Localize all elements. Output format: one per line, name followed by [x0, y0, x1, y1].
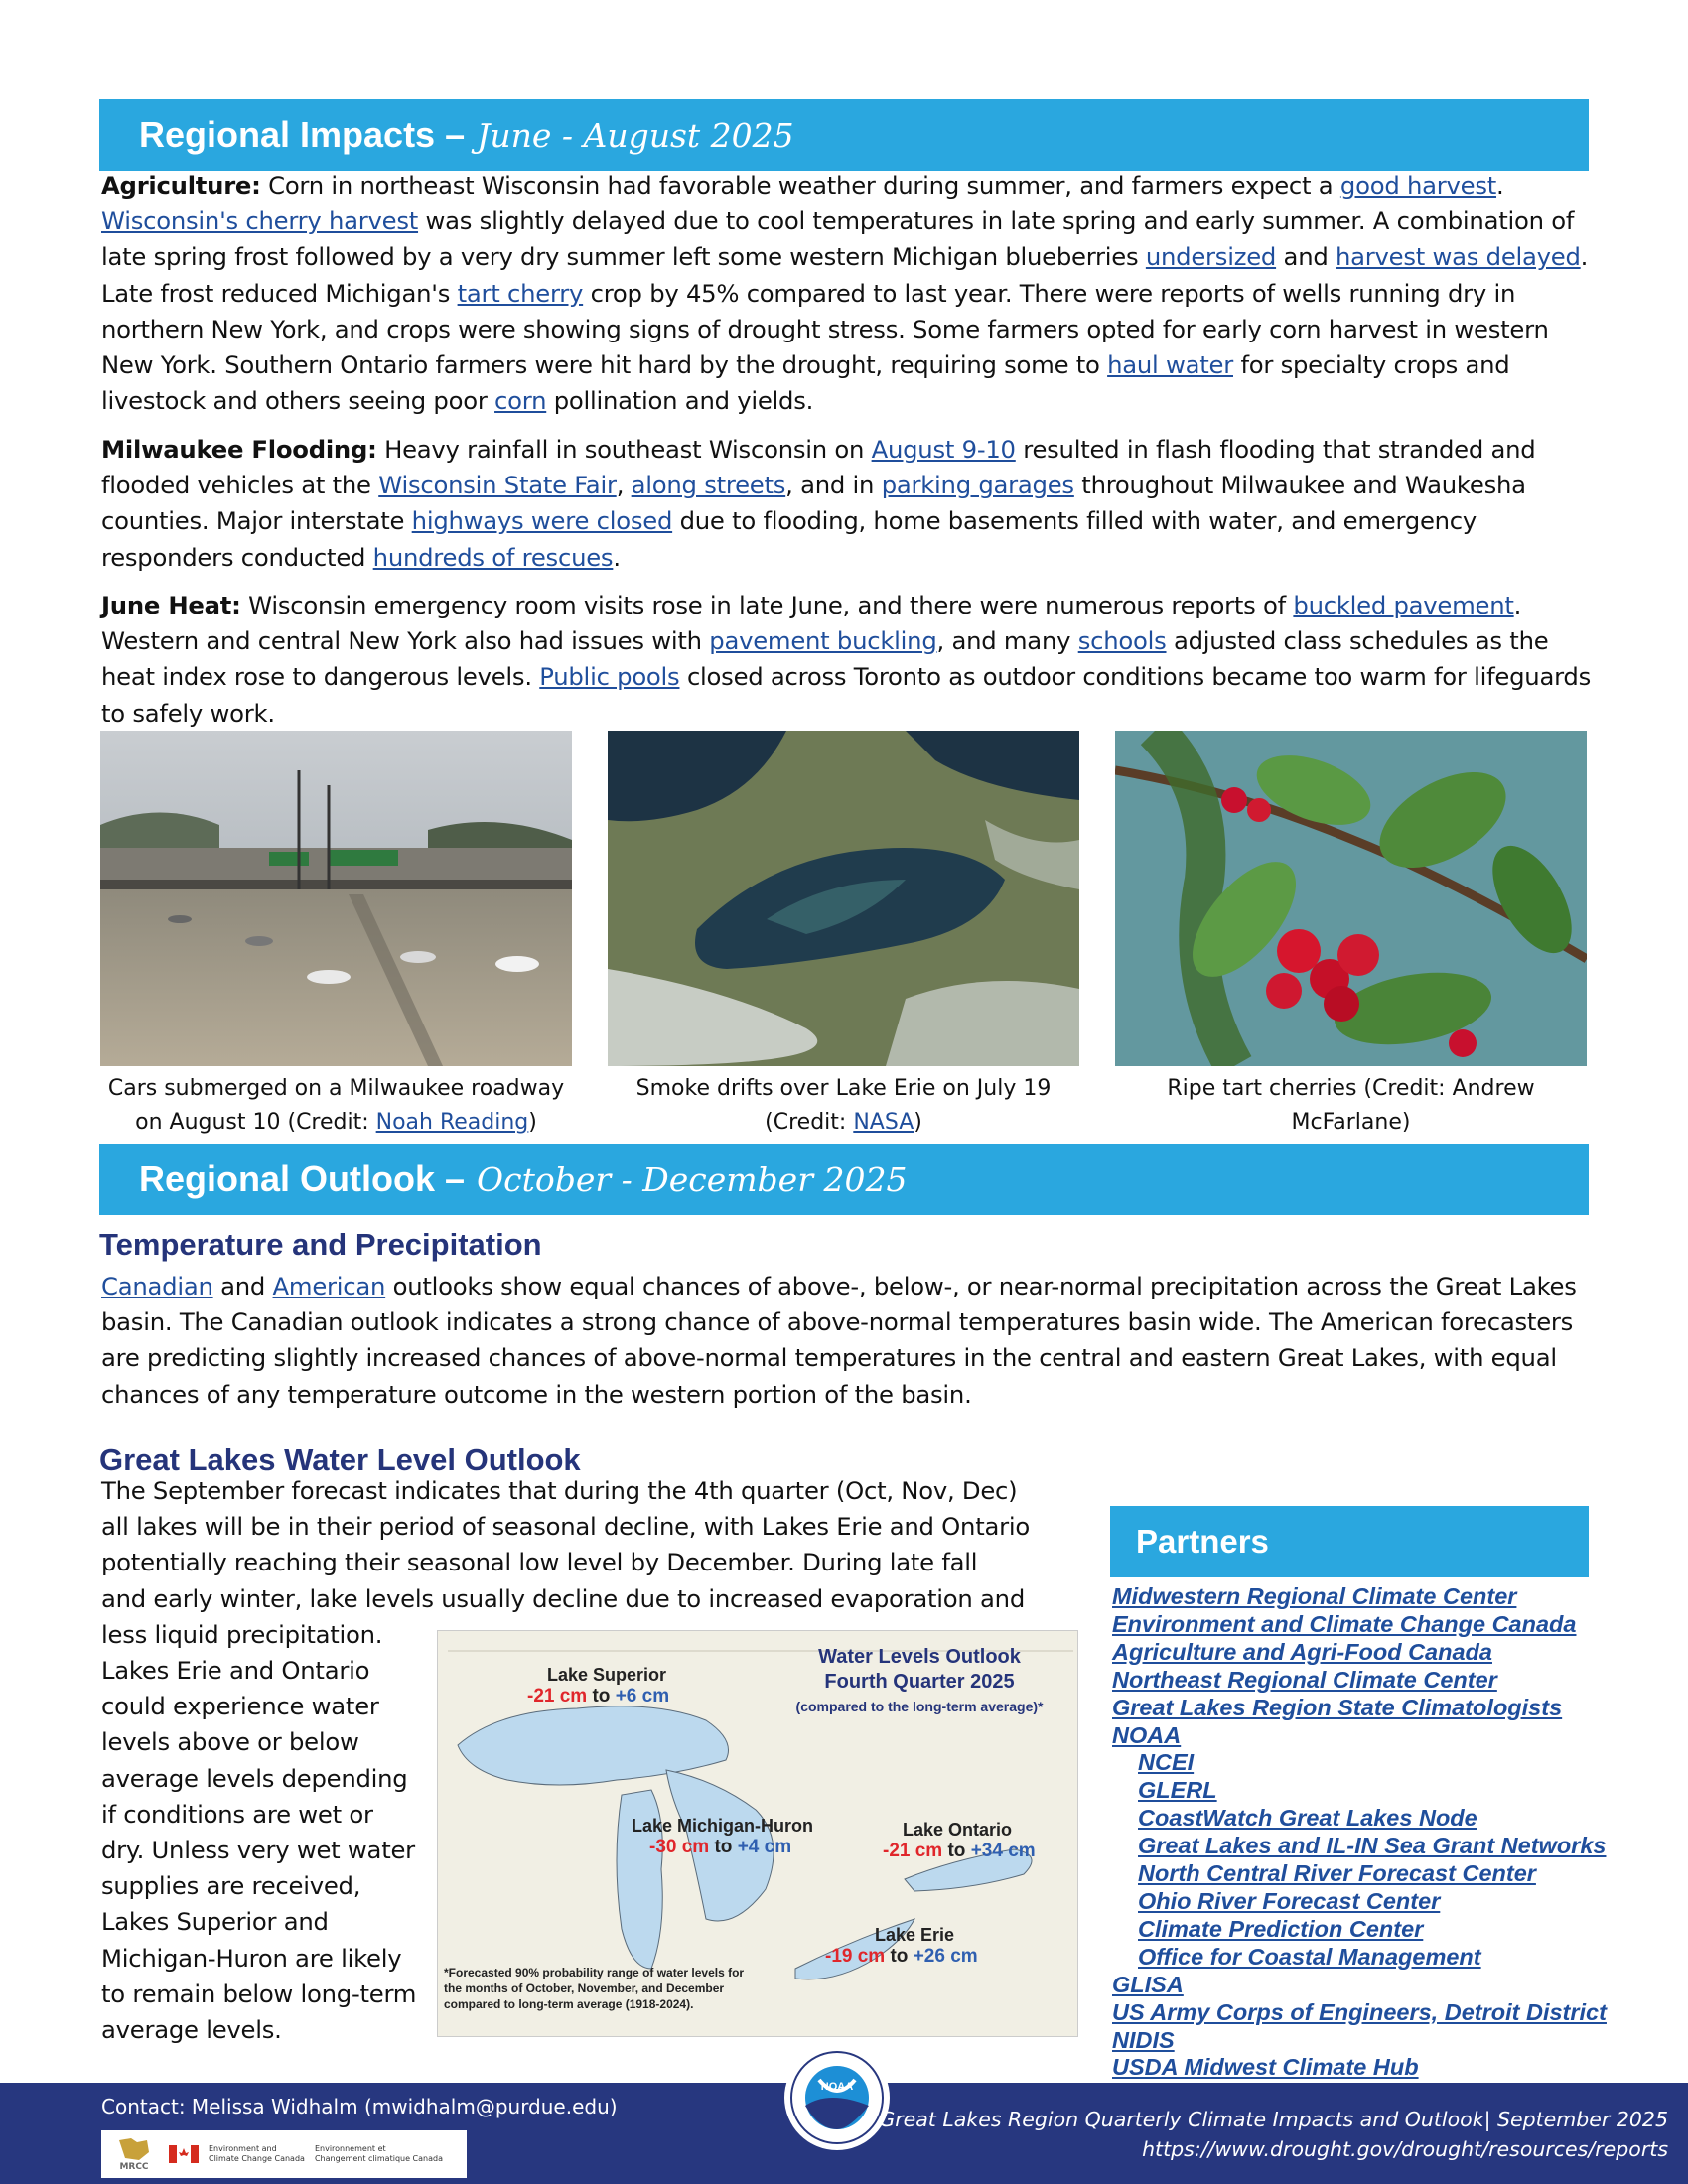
caption-text: Smoke drifts over Lake Erie on July 19 (Credit: — [635, 1076, 1052, 1135]
lake-michigan-huron-low: -30 cm — [649, 1837, 710, 1857]
partner-link[interactable]: Northeast Regional Climate Center — [1112, 1666, 1497, 1693]
text-line: and early winter, lake levels usually decline due to increased evaporation and — [101, 1583, 1025, 1613]
text: Wisconsin emergency room visits rose in late June, and there were numerous reports of — [240, 591, 1294, 619]
caption-text: Cars submerged on a Milwaukee roadway on August 10 (Credit: — [107, 1076, 565, 1135]
temp-precip-paragraph — [101, 1269, 1591, 1413]
partner-link[interactable]: US Army Corps of Engineers, Detroit District — [1112, 1998, 1607, 2025]
impacts-banner-title: Regional Impacts — [139, 114, 436, 155]
link-august-9-10[interactable]: August 9-10 — [871, 435, 1016, 464]
lake-ontario-high: +34 cm — [970, 1841, 1036, 1861]
text: , and many — [936, 626, 1078, 656]
flooded-roadway-photo — [100, 731, 572, 1066]
mrcc-logo-text: MRCC — [119, 2162, 149, 2172]
partner-logos — [101, 2130, 467, 2178]
link-schools[interactable]: schools — [1077, 626, 1167, 656]
text-line: Michigan-Huron are likely — [101, 1943, 402, 1973]
text: and — [212, 1272, 273, 1300]
text: outlooks show equal chances of above-, below-, or near-normal precipitation across the Great Lakes basin. The Canadian outlook indicates a strong chance of above-normal temperatures basin wide. The American forecasters are predicting slightly increased chances of above-normal temperatures in the central and eastern Great Lakes, with equal chances of any temperature outcome in the western portion of the basin. — [101, 1272, 1577, 1409]
map-title-3: (compared to the long-term average)* — [795, 1699, 1044, 1714]
text-line: dry. Unless very wet water — [101, 1836, 415, 1865]
text-line: average levels depending — [101, 1763, 408, 1793]
text: . Late frost reduced Michigan's — [101, 242, 1589, 308]
link-hundreds-of-rescues[interactable]: hundreds of rescues — [372, 542, 614, 572]
link-noah-reading[interactable]: Noah Reading — [375, 1110, 529, 1135]
lake-erie-high: +26 cm — [913, 1946, 978, 1967]
impacts-banner-dates: June - August 2025 — [477, 115, 794, 155]
caption-cherries — [1115, 1072, 1587, 1140]
text-line: Lakes Erie and Ontario — [101, 1656, 370, 1686]
impacts-banner-dash: – — [445, 114, 466, 155]
text: . — [613, 542, 621, 572]
milwaukee-label: Milwaukee Flooding: — [101, 435, 377, 464]
link-cherry-harvest[interactable]: Wisconsin's cherry harvest — [101, 206, 419, 236]
text-line: supplies are received, — [101, 1871, 361, 1901]
lake-superior-label — [527, 1665, 669, 1707]
text: . Western and central New York also had issues with — [101, 591, 1522, 656]
lake-michigan-huron-high: +4 cm — [737, 1837, 792, 1857]
footer-title-block — [879, 2105, 1668, 2164]
text: throughout Milwaukee and Waukesha counties. Major interstate — [101, 471, 1526, 536]
lake-erie-satellite-photo — [608, 731, 1079, 1066]
lake-ontario-to: to — [947, 1841, 966, 1861]
tart-cherries-photo — [1115, 731, 1587, 1066]
map-title-2: Fourth Quarter 2025 — [824, 1671, 1015, 1693]
text-line: The September forecast indicates that during the 4th quarter (Oct, Nov, Dec) — [101, 1476, 1018, 1505]
text: crop by 45% compared to last year. There were reports of wells running dry in northern New York, and crops were showing signs of drought stress. Some farmers opted for early corn harvest in western New York. Southern Ontario farmers were hit hard by the drought, requiring some to — [101, 278, 1549, 380]
link-haul-water[interactable]: haul water — [1107, 350, 1233, 380]
footer-title: Great Lakes Region Quarterly Climate Impacts and Outlook| September 2025 — [879, 2108, 1668, 2131]
temp-precip-heading: Temperature and Precipitation — [99, 1227, 542, 1262]
lake-erie-name: Lake Erie — [875, 1925, 955, 1945]
impacts-banner — [99, 99, 1589, 171]
link-parking-garages[interactable]: parking garages — [881, 471, 1074, 500]
link-undersized[interactable]: undersized — [1145, 242, 1277, 272]
text-line: all lakes will be in their period of seasonal decline, with Lakes Erie and Ontario — [101, 1512, 1030, 1542]
text-line: could experience water — [101, 1692, 379, 1721]
lake-ontario-name: Lake Ontario — [903, 1820, 1013, 1840]
text: , — [616, 471, 632, 500]
outlook-banner-dash: – — [445, 1159, 466, 1199]
text: resulted in flash flooding that stranded and flooded vehicles at the — [101, 435, 1536, 500]
text: for specialty crops and livestock and others seeing poor — [101, 350, 1510, 416]
partner-link[interactable]: NOAA — [1112, 1721, 1182, 1748]
link-public-pools[interactable]: Public pools — [539, 662, 680, 692]
water-levels-map — [437, 1630, 1078, 2037]
partner-link[interactable]: Climate Prediction Center — [1138, 1915, 1424, 1942]
eccc-logo-en — [209, 2144, 305, 2164]
map-footnote — [444, 1965, 744, 2012]
partner-link[interactable]: Great Lakes Region State Climatologists — [1112, 1694, 1563, 1720]
footer-contact: Contact: Melissa Widhalm (mwidhalm@purdue.edu) — [101, 2095, 618, 2118]
eccc-logo-fr — [315, 2144, 443, 2164]
caption-smoke — [608, 1072, 1079, 1140]
text: , and in — [785, 471, 882, 500]
lake-michigan-huron-to: to — [714, 1837, 733, 1857]
text: adjusted class schedules as the heat index rose to dangerous levels. — [101, 626, 1549, 692]
partner-link[interactable]: Great Lakes and IL-IN Sea Grant Networks — [1138, 1833, 1607, 1859]
partners-heading: Partners — [1110, 1506, 1589, 1577]
link-state-fair[interactable]: Wisconsin State Fair — [378, 471, 617, 500]
text: Corn in northeast Wisconsin had favorable weather during summer, and farmers expect a — [260, 171, 1340, 200]
lake-ontario-low: -21 cm — [883, 1841, 943, 1861]
lake-erie-label — [825, 1925, 978, 1968]
link-american[interactable]: American — [272, 1272, 386, 1300]
text: closed across Toronto as outdoor conditions became too warm for lifeguards to safely work. — [101, 662, 1591, 728]
partner-link[interactable]: NCEI — [1138, 1749, 1195, 1776]
text-line: average levels. — [101, 2015, 282, 2045]
lake-ontario-label — [883, 1820, 1036, 1862]
outlook-banner — [99, 1144, 1589, 1215]
eccc-en-line: Climate Change Canada — [209, 2154, 305, 2163]
partner-link[interactable]: CoastWatch Great Lakes Node — [1138, 1805, 1477, 1832]
footer-url[interactable]: https://www.drought.gov/drought/resources/reports — [1142, 2137, 1668, 2161]
text: Heavy rainfall in southeast Wisconsin on — [376, 435, 872, 464]
link-canadian[interactable]: Canadian — [101, 1272, 213, 1300]
outlook-banner-dates: October - December 2025 — [477, 1160, 908, 1199]
mrcc-logo — [109, 2136, 159, 2172]
link-pavement-buckling[interactable]: pavement buckling — [709, 626, 937, 656]
link-along-streets[interactable]: along streets — [631, 471, 786, 500]
eccc-fr-line: Environnement et — [314, 2144, 386, 2153]
lake-michigan-huron-label — [632, 1816, 813, 1858]
text-line: if conditions are wet or — [101, 1799, 373, 1829]
text: was slightly delayed due to cool temperatures in late spring and early summer. A combination of late spring frost followed by a very dry summer left some western Michigan blueberries — [101, 206, 1575, 272]
partner-link[interactable]: Office for Coastal Management — [1138, 1943, 1481, 1970]
link-corn[interactable]: corn — [494, 386, 547, 416]
link-highways-closed[interactable]: highways were closed — [411, 506, 673, 536]
link-harvest-delayed[interactable]: harvest was delayed — [1336, 242, 1581, 272]
noaa-logo — [784, 2045, 890, 2150]
link-good-harvest[interactable]: good harvest — [1339, 171, 1497, 200]
partner-link[interactable]: GLISA — [1112, 1971, 1184, 1997]
outlook-banner-title: Regional Outlook — [139, 1159, 436, 1199]
canada-flag-icon — [169, 2145, 199, 2163]
text-line: Lakes Superior and — [101, 1907, 329, 1937]
milwaukee-paragraph — [101, 432, 1591, 576]
lake-superior-name: Lake Superior — [547, 1665, 667, 1685]
partner-link[interactable]: Agriculture and Agri-Food Canada — [1112, 1638, 1492, 1665]
footer — [0, 2083, 1688, 2184]
partner-link[interactable]: Environment and Climate Change Canada — [1112, 1610, 1577, 1637]
partners-list — [1112, 1583, 1607, 2082]
text: and — [1276, 242, 1336, 272]
text: pollination and yields. — [546, 386, 814, 416]
map-title-1: Water Levels Outlook — [818, 1646, 1021, 1668]
partner-link[interactable]: GLERL — [1138, 1777, 1217, 1804]
link-buckled-pavement[interactable]: buckled pavement — [1293, 591, 1514, 619]
text: . — [1496, 171, 1504, 200]
eccc-en-line: Environment and — [209, 2144, 277, 2153]
water-level-heading: Great Lakes Water Level Outlook — [99, 1442, 581, 1477]
agriculture-paragraph — [101, 168, 1591, 419]
footnote-line: compared to long-term average (1918-2024). — [444, 1997, 694, 2011]
agriculture-label: Agriculture: — [101, 171, 261, 200]
link-tart-cherry[interactable]: tart cherry — [457, 278, 584, 308]
lake-superior-to: to — [592, 1686, 611, 1706]
link-nasa[interactable]: NASA — [853, 1110, 914, 1135]
lake-superior-high: +6 cm — [615, 1686, 670, 1706]
lake-erie-to: to — [890, 1946, 909, 1967]
caption-end: ) — [528, 1110, 537, 1135]
lake-michigan-huron-name: Lake Michigan-Huron — [632, 1816, 814, 1836]
text-line: potentially reaching their seasonal low level by December. During late fall — [101, 1548, 978, 1577]
caption-text: Ripe tart cherries (Credit: Andrew McFarlane) — [1167, 1076, 1535, 1135]
eccc-fr-line: Changement climatique Canada — [314, 2154, 443, 2163]
text-line: to remain below long-term — [101, 1979, 417, 2008]
lake-erie-low: -19 cm — [825, 1946, 886, 1967]
text: due to flooding, home basements filled with water, and emergency responders conducted — [101, 506, 1477, 572]
footnote-line: the months of October, November, and December — [444, 1981, 725, 1995]
caption-flood — [100, 1072, 572, 1140]
heat-label: June Heat: — [101, 591, 241, 619]
text-line: less liquid precipitation. — [101, 1619, 383, 1649]
partner-link[interactable]: Midwestern Regional Climate Center — [1112, 1583, 1517, 1609]
heat-paragraph — [101, 588, 1591, 732]
footnote-line: *Forecasted 90% probability range of water levels for — [444, 1966, 745, 1979]
partner-link[interactable]: Ohio River Forecast Center — [1138, 1887, 1441, 1914]
caption-end: ) — [914, 1110, 922, 1135]
text-line: levels above or below — [101, 1727, 359, 1757]
partner-link[interactable]: NIDIS — [1112, 2026, 1175, 2053]
partner-link[interactable]: North Central River Forecast Center — [1138, 1860, 1536, 1887]
noaa-logo-text: NOAA — [820, 2081, 854, 2093]
lake-superior-low: -21 cm — [527, 1686, 588, 1706]
partner-link[interactable]: USDA Midwest Climate Hub — [1112, 2054, 1419, 2081]
